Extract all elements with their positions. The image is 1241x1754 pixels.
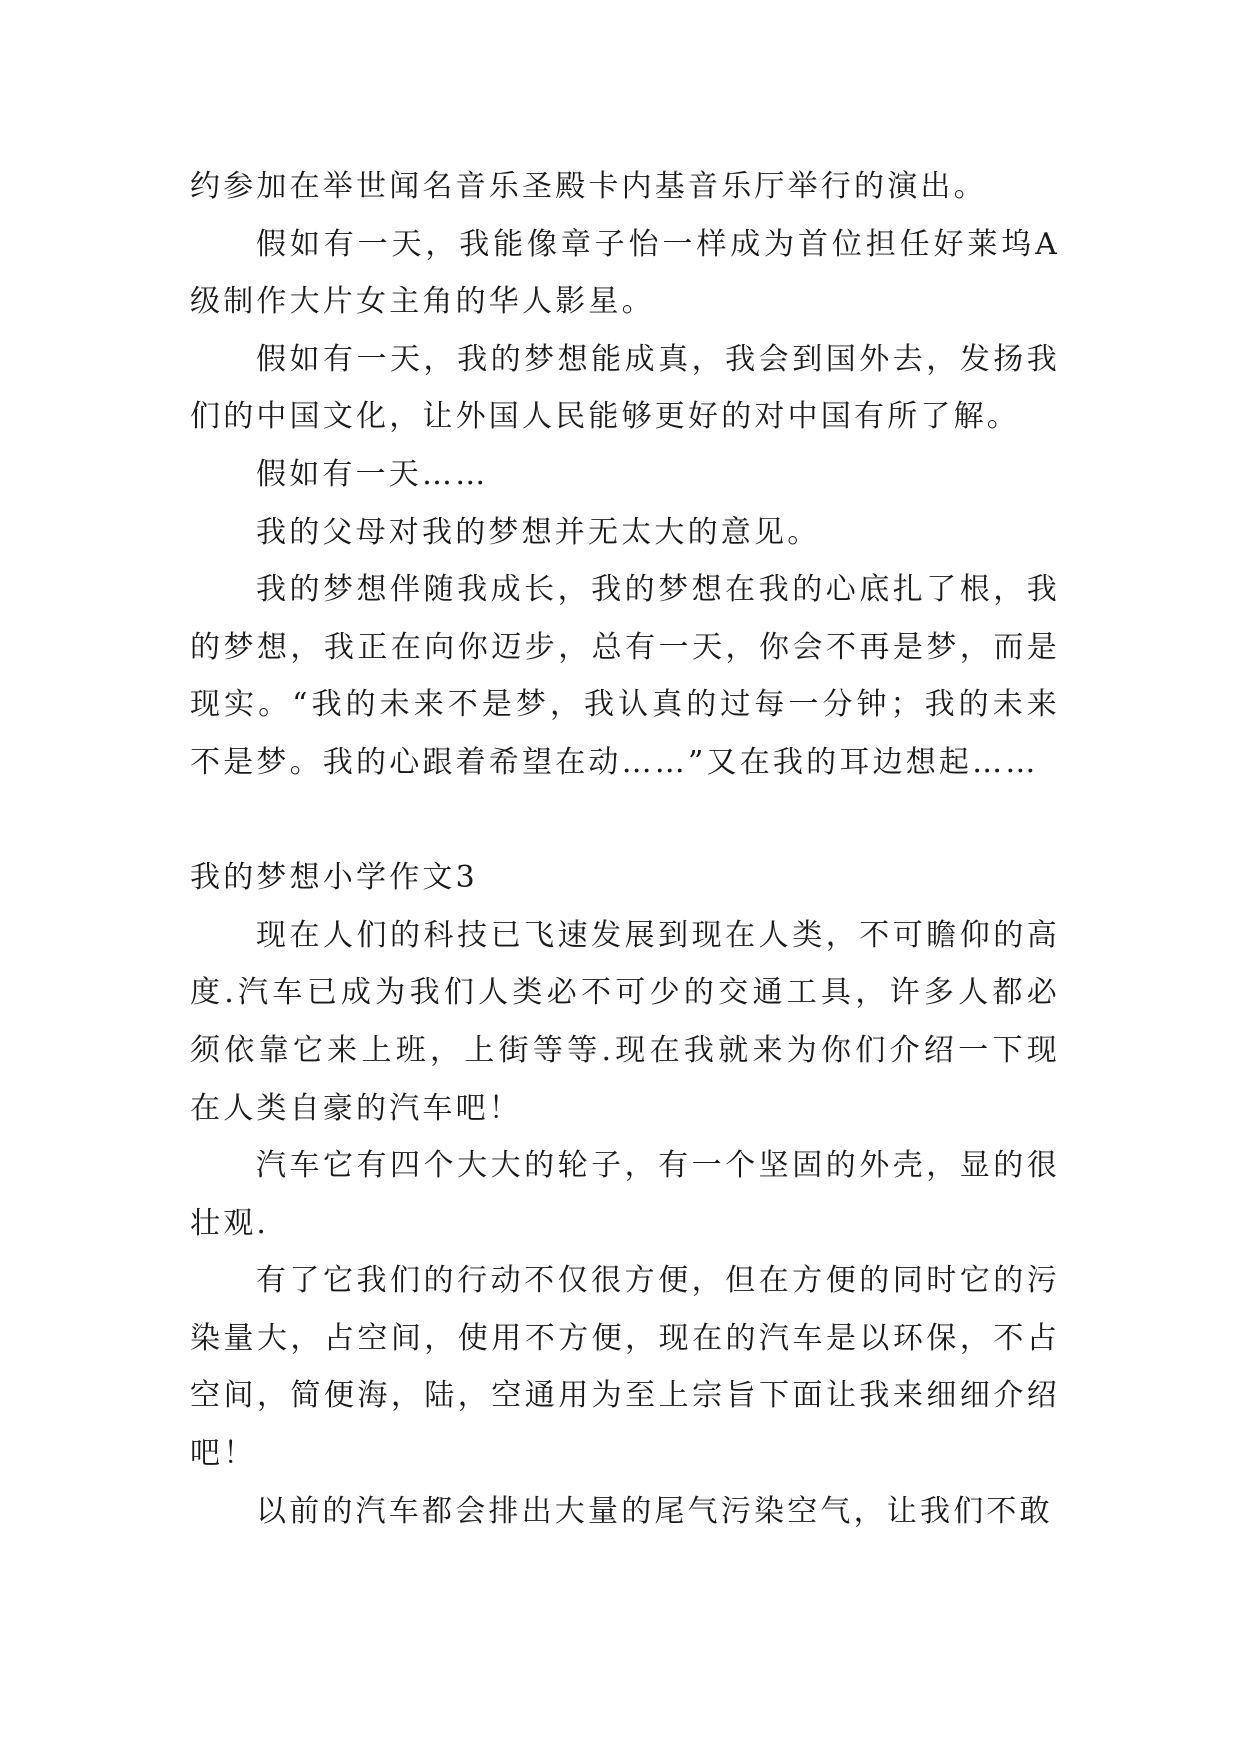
paragraph: 我的梦想伴随我成长，我的梦想在我的心底扎了根，我的梦想，我正在向你迈步，总有一天，你会不再是梦，而是现实。“我的未来不是梦，我认真的过每一分钟；我的未来不是梦。我的心跟着希望在动……”又在我的耳边想起…… xyxy=(190,572,1060,780)
paragraph: 假如有一天，我的梦想能成真，我会到国外去，发扬我们的中国文化，让外国人民能够更好的对中国有所了解。 xyxy=(190,341,1060,435)
paragraph: 汽车它有四个大大的轮子，有一个坚固的外壳，显的很壮观. xyxy=(190,1148,1060,1241)
paragraph: 约参加在举世闻名音乐圣殿卡内基音乐厅举行的演出。 xyxy=(190,169,987,204)
paragraph: 以前的汽车都会排出大量的尾气污染空气，让我们不敢 xyxy=(256,1493,1053,1529)
paragraph: 假如有一天，我能像章子怡一样成为首位担任好莱坞A级制作大片女主角的华人影星。 xyxy=(190,226,1060,320)
paragraph: 现在人们的科技已飞速发展到现在人类，不可瞻仰的高度.汽车已成为我们人类必不可少的交通工具，许多人都必须依靠它来上班，上街等等.现在我就来为你们介绍一下现在人类自豪的汽车吧！ xyxy=(190,917,1060,1126)
paragraph: 我的父母对我的梦想并无太大的意见。 xyxy=(256,514,821,550)
paragraph: 假如有一天…… xyxy=(256,456,489,492)
paragraph: 有了它我们的行动不仅很方便，但在方便的同时它的污染量大，占空间，使用不方便，现在的汽车是以环保，不占空间，简便海，陆，空通用为至上宗旨下面让我来细细介绍吧！ xyxy=(190,1263,1060,1472)
section-heading: 我的梦想小学作文3 xyxy=(190,860,478,896)
document-body xyxy=(190,158,1060,1540)
